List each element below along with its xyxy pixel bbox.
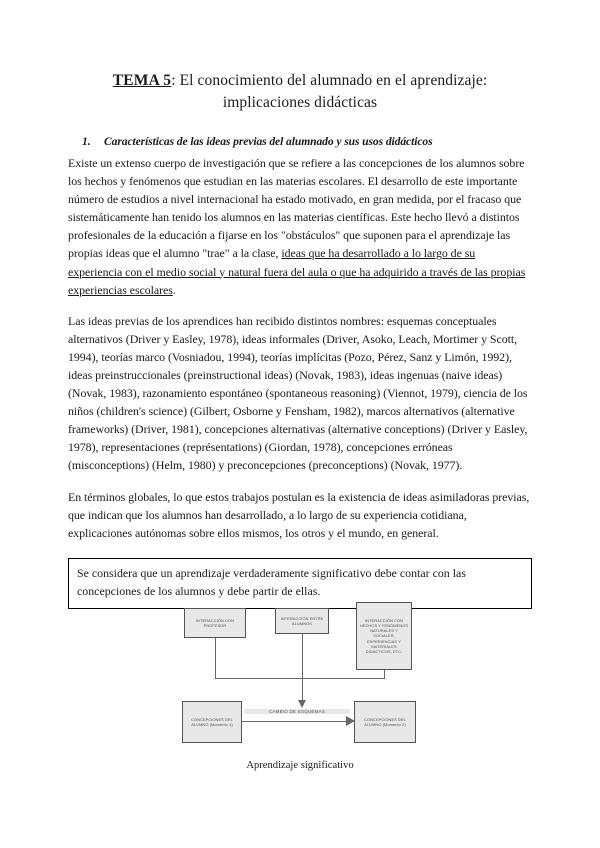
paragraph-3: En términos globales, lo que estos trabajos postulan es la existencia de ideas asimiladoras previas, que indican que los alumnos han desarrollado, a lo largo de su experiencia cotidiana, explicaciones autónomas sobre ellos mismos, los otros y el mundo, en general. — [68, 489, 530, 540]
figure-aprendizaje-significativo — [176, 600, 424, 785]
document-content — [68, 0, 532, 609]
tema-label: TEMA 5 — [112, 72, 172, 89]
diagram — [176, 600, 424, 755]
diagram-box-interaccion-profesor — [184, 608, 246, 638]
diagram-box-interaccion-profesor-label: INTERACCIÓN CON PROFESOR — [195, 617, 235, 628]
diagram-connector-bus — [215, 678, 385, 679]
page-title — [68, 70, 532, 115]
title-rest: : El conocimiento del alumnado en el aprendizaje: — [171, 72, 488, 89]
paragraph-2: Las ideas previas de los aprendices han recibido distintos nombres: esquemas conceptuales alternativos (Driver y Easley, 1978), ideas informales (Driver, Asoko, Leach, Mortimer y Scott, 1994), teorías marco (Vosniadou, 1994), teorías implícitas (Pozo, Pérez, Sanz y Limón, 1992), ideas preinstruccionales (preinstructional ideas) (Novak, 1983), ideas ingenuas (naive ideas) (Novak, 1983), razonamiento espontáneo (spontaneous reasoning) (Viennot, 1979), ciencia de los niños (children's science) (Gilbert, Osborne y Fensham, 1982), marcos alternativos (alternative frameworks) (Driver, 1981), concepciones alternativas (alternative conceptions) (Driver y Easley, 1978), representaciones (représentations) (Giordan, 1978), concepciones erróneas (misconceptions) (Helm, 1980) y preconcepciones (preconceptions) (Novak, 1977). — [68, 313, 528, 473]
callout-text: Se considera que un aprendizaje verdaderamente significativo debe contar con las concepciones de los alumnos y debe partir de ellas. — [77, 565, 466, 598]
diagram-box-concepciones-momento-1 — [182, 701, 242, 743]
title-line-2: implicaciones didácticas — [222, 94, 378, 112]
section-heading-text: Características de las ideas previas del alumnado y sus usos didácticos — [104, 134, 433, 148]
diagram-box-concepciones-momento-2 — [354, 701, 416, 743]
section-heading — [68, 135, 532, 148]
paragraph-1-underlined: ideas que ha desarrollado a lo largo de su experiencia con el medio social y natural fuera del aula o que ha adquirido a través de las propias experiencias escolares — [68, 246, 526, 297]
paragraph-1 — [68, 154, 532, 299]
section-number: 1. — [82, 134, 91, 148]
diagram-box-interaccion-alumnos — [275, 608, 329, 634]
paragraph-1-text: Existe un extenso cuerpo de investigación que se refiere a las concepciones de los alumnos sobre los hechos y fenómenos que estudian en las materias escolares. El desarrollo de este importante número de estudios a nivel internacional ha estado motivado, en gran medida, por el fracaso que sistemáticamente han tenido los alumnos en las materias científicas. Este hecho llevó a distintos profesionales de la educación a fijarse en los "obstáculos" que suponen para el aprendizaje las propias ideas que el alumno "trae" a la clase, — [68, 155, 525, 261]
figure-caption: Aprendizaje significativo — [246, 760, 354, 771]
diagram-connector-profesor — [215, 638, 216, 678]
diagram-arrow-down-icon — [298, 700, 306, 708]
diagram-connector-hechos — [384, 670, 385, 678]
diagram-arrow-label: CAMBIO DE ESQUEMAS — [244, 709, 350, 714]
diagram-box-interaccion-hechos — [356, 602, 412, 670]
diagram-connector-alumnos — [302, 634, 303, 678]
diagram-main-arrow-line — [242, 721, 348, 722]
diagram-box-concepciones-momento-1-label: CONCEPCIONES DEL ALUMNO (Momento 1) — [191, 716, 233, 727]
diagram-box-interaccion-alumnos-label: INTERACCIÓN ENTRE ALUMNOS — [280, 615, 324, 626]
diagram-box-concepciones-momento-2-label: CONCEPCIONES DEL ALUMNO (Momento 2) — [364, 716, 406, 727]
diagram-box-interaccion-hechos-label: INTERACCIÓN CON HECHOS Y FENÓMENOS NATURALES Y SOCIALES, EXPERIENCIAS Y MATERIALES DIDÁCTICOS, ETC. — [359, 617, 409, 655]
paragraph-1-end: . — [172, 282, 176, 297]
